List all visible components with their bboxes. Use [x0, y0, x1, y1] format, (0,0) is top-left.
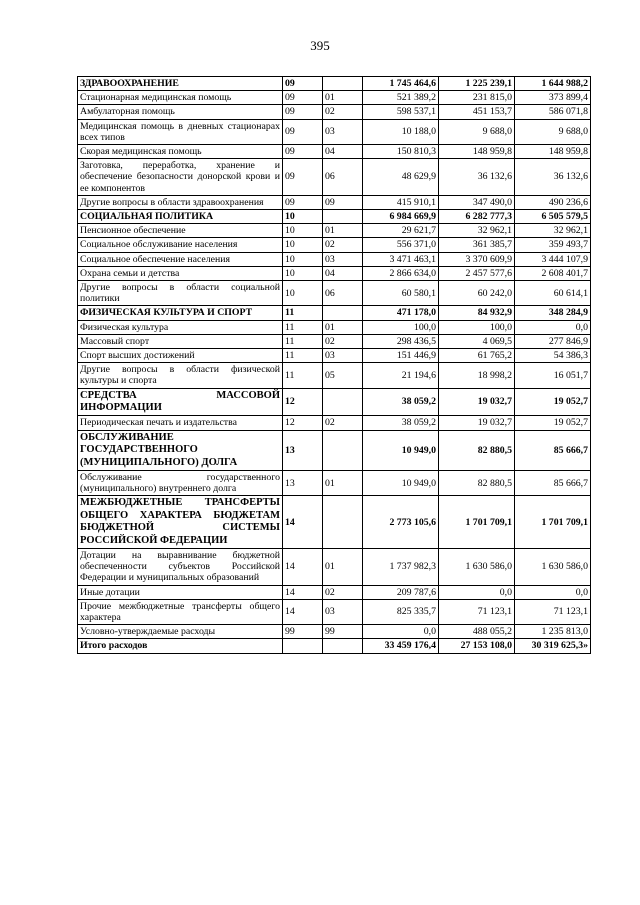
table-row	[78, 625, 591, 639]
subsection-code: 01	[323, 91, 363, 105]
section-code: 09	[283, 195, 323, 209]
section-code: 10	[283, 224, 323, 238]
amount-year-1: 1 745 464,6	[363, 77, 439, 91]
section-code: 14	[283, 585, 323, 599]
table-row	[78, 470, 591, 495]
amount-year-3: 586 071,8	[515, 105, 591, 119]
page-number: 395	[310, 38, 330, 53]
amount-year-2: 61 765,2	[439, 349, 515, 363]
subsection-code: 02	[323, 105, 363, 119]
amount-year-3: 85 666,7	[515, 470, 591, 495]
subsection-code: 04	[323, 145, 363, 159]
row-name: Медицинская помощь в дневных стационарах всех типов	[78, 119, 283, 144]
section-code: 12	[283, 388, 323, 416]
section-code: 09	[283, 145, 323, 159]
amount-year-2: 3 370 609,9	[439, 252, 515, 266]
subsection-code: 02	[323, 238, 363, 252]
amount-year-3: 19 052,7	[515, 388, 591, 416]
row-name: Заготовка, переработка, хранение и обеспечение безопасности донорской крови и ее компонентов	[78, 159, 283, 196]
table-row	[78, 238, 591, 252]
amount-year-2: 4 069,5	[439, 334, 515, 348]
amount-year-3: 1 630 586,0	[515, 548, 591, 585]
section-code: 10	[283, 281, 323, 306]
table-row	[78, 548, 591, 585]
amount-year-1: 2 866 634,0	[363, 266, 439, 280]
table-row	[78, 363, 591, 388]
amount-year-2: 9 688,0	[439, 119, 515, 144]
amount-year-1: 60 580,1	[363, 281, 439, 306]
amount-year-1: 151 446,9	[363, 349, 439, 363]
amount-year-1: 521 389,2	[363, 91, 439, 105]
amount-year-1: 0,0	[363, 625, 439, 639]
amount-year-1: 29 621,7	[363, 224, 439, 238]
subsection-code: 02	[323, 416, 363, 430]
section-code: 09	[283, 119, 323, 144]
amount-year-2: 18 998,2	[439, 363, 515, 388]
amount-year-3: 16 051,7	[515, 363, 591, 388]
subsection-code: 01	[323, 548, 363, 585]
amount-year-2: 27 153 108,0	[439, 639, 515, 653]
amount-year-1: 10 188,0	[363, 119, 439, 144]
amount-year-2: 1 225 239,1	[439, 77, 515, 91]
section-total-row	[78, 430, 591, 470]
subsection-code: 99	[323, 625, 363, 639]
section-code: 13	[283, 470, 323, 495]
section-code: 14	[283, 599, 323, 624]
amount-year-1: 2 773 105,6	[363, 496, 439, 549]
table-row	[78, 349, 591, 363]
subsection-code	[323, 430, 363, 470]
table-row	[78, 334, 591, 348]
section-code: 09	[283, 105, 323, 119]
budget-table	[77, 76, 591, 654]
subsection-code: 03	[323, 252, 363, 266]
amount-year-1: 415 910,1	[363, 195, 439, 209]
amount-year-3: 60 614,1	[515, 281, 591, 306]
amount-year-1: 556 371,0	[363, 238, 439, 252]
row-name: ОБСЛУЖИВАНИЕ ГОСУДАРСТВЕННОГО (МУНИЦИПАЛЬНОГО) ДОЛГА	[78, 430, 283, 470]
amount-year-2: 231 815,0	[439, 91, 515, 105]
section-code: 12	[283, 416, 323, 430]
section-code: 99	[283, 625, 323, 639]
table-row	[78, 281, 591, 306]
row-name: Итого расходов	[78, 639, 283, 653]
row-name: ФИЗИЧЕСКАЯ КУЛЬТУРА И СПОРТ	[78, 306, 283, 320]
amount-year-2: 2 457 577,6	[439, 266, 515, 280]
section-code: 14	[283, 548, 323, 585]
section-total-row	[78, 77, 591, 91]
row-name: Пенсионное обеспечение	[78, 224, 283, 238]
amount-year-3: 490 236,6	[515, 195, 591, 209]
row-name: Социальное обслуживание населения	[78, 238, 283, 252]
amount-year-2: 82 880,5	[439, 430, 515, 470]
section-code: 11	[283, 334, 323, 348]
section-code: 10	[283, 266, 323, 280]
table-row	[78, 599, 591, 624]
row-name: Физическая культура	[78, 320, 283, 334]
amount-year-2: 1 630 586,0	[439, 548, 515, 585]
amount-year-1: 150 810,3	[363, 145, 439, 159]
row-name: СОЦИАЛЬНАЯ ПОЛИТИКА	[78, 210, 283, 224]
subsection-code	[323, 496, 363, 549]
amount-year-3: 348 284,9	[515, 306, 591, 320]
amount-year-2: 100,0	[439, 320, 515, 334]
section-code: 09	[283, 77, 323, 91]
section-code: 11	[283, 306, 323, 320]
row-name: Другие вопросы в области здравоохранения	[78, 195, 283, 209]
row-name: ЗДРАВООХРАНЕНИЕ	[78, 77, 283, 91]
subsection-code	[323, 306, 363, 320]
section-total-row	[78, 210, 591, 224]
amount-year-3: 9 688,0	[515, 119, 591, 144]
amount-year-3: 277 846,9	[515, 334, 591, 348]
amount-year-2: 60 242,0	[439, 281, 515, 306]
subsection-code: 06	[323, 281, 363, 306]
section-code: 11	[283, 349, 323, 363]
amount-year-2: 19 032,7	[439, 416, 515, 430]
row-name: Скорая медицинская помощь	[78, 145, 283, 159]
amount-year-3: 36 132,6	[515, 159, 591, 196]
amount-year-3: 1 701 709,1	[515, 496, 591, 549]
amount-year-2: 488 055,2	[439, 625, 515, 639]
section-total-row	[78, 639, 591, 653]
amount-year-3: 54 386,3	[515, 349, 591, 363]
amount-year-2: 84 932,9	[439, 306, 515, 320]
subsection-code: 06	[323, 159, 363, 196]
amount-year-1: 298 436,5	[363, 334, 439, 348]
section-total-row	[78, 306, 591, 320]
amount-year-3: 0,0	[515, 585, 591, 599]
table-row	[78, 224, 591, 238]
subsection-code: 03	[323, 599, 363, 624]
amount-year-1: 598 537,1	[363, 105, 439, 119]
amount-year-1: 825 335,7	[363, 599, 439, 624]
amount-year-2: 361 385,7	[439, 238, 515, 252]
amount-year-2: 32 962,1	[439, 224, 515, 238]
row-name: Иные дотации	[78, 585, 283, 599]
amount-year-1: 6 984 669,9	[363, 210, 439, 224]
row-name: Массовый спорт	[78, 334, 283, 348]
row-name: Другие вопросы в области физической культуры и спорта	[78, 363, 283, 388]
amount-year-3: 359 493,7	[515, 238, 591, 252]
amount-year-1: 48 629,9	[363, 159, 439, 196]
subsection-code: 01	[323, 470, 363, 495]
section-code: 10	[283, 238, 323, 252]
amount-year-1: 10 949,0	[363, 470, 439, 495]
amount-year-3: 71 123,1	[515, 599, 591, 624]
row-name: Дотации на выравнивание бюджетной обеспеченности субъектов Российской Федерации и муниципальных образований	[78, 548, 283, 585]
row-name: СРЕДСТВА МАССОВОЙ ИНФОРМАЦИИ	[78, 388, 283, 416]
subsection-code	[323, 210, 363, 224]
section-code: 10	[283, 252, 323, 266]
section-code: 09	[283, 91, 323, 105]
amount-year-3: 6 505 579,5	[515, 210, 591, 224]
subsection-code: 03	[323, 119, 363, 144]
section-code: 11	[283, 320, 323, 334]
table-row	[78, 91, 591, 105]
subsection-code: 01	[323, 224, 363, 238]
amount-year-2: 451 153,7	[439, 105, 515, 119]
row-name: Социальное обеспечение населения	[78, 252, 283, 266]
section-code: 13	[283, 430, 323, 470]
amount-year-2: 36 132,6	[439, 159, 515, 196]
amount-year-2: 71 123,1	[439, 599, 515, 624]
table-row	[78, 119, 591, 144]
section-code: 14	[283, 496, 323, 549]
subsection-code	[323, 77, 363, 91]
section-code: 09	[283, 159, 323, 196]
subsection-code: 04	[323, 266, 363, 280]
amount-year-2: 82 880,5	[439, 470, 515, 495]
subsection-code: 02	[323, 334, 363, 348]
table-row	[78, 252, 591, 266]
amount-year-3: 1 644 988,2	[515, 77, 591, 91]
amount-year-1: 38 059,2	[363, 416, 439, 430]
amount-year-2: 6 282 777,3	[439, 210, 515, 224]
amount-year-3: 32 962,1	[515, 224, 591, 238]
row-name: МЕЖБЮДЖЕТНЫЕ ТРАНСФЕРТЫ ОБЩЕГО ХАРАКТЕРА БЮДЖЕТАМ БЮДЖЕТНОЙ СИСТЕМЫ РОССИЙСКОЙ ФЕДЕРАЦИИ	[78, 496, 283, 549]
section-total-row	[78, 496, 591, 549]
section-code	[283, 639, 323, 653]
table-row	[78, 195, 591, 209]
table-row	[78, 159, 591, 196]
amount-year-1: 3 471 463,1	[363, 252, 439, 266]
subsection-code: 05	[323, 363, 363, 388]
amount-year-1: 1 737 982,3	[363, 548, 439, 585]
table-row	[78, 416, 591, 430]
subsection-code	[323, 388, 363, 416]
amount-year-3: 373 899,4	[515, 91, 591, 105]
row-name: Охрана семьи и детства	[78, 266, 283, 280]
amount-year-1: 10 949,0	[363, 430, 439, 470]
table-row	[78, 145, 591, 159]
amount-year-3: 85 666,7	[515, 430, 591, 470]
table-row	[78, 320, 591, 334]
row-name: Прочие межбюджетные трансферты общего характера	[78, 599, 283, 624]
amount-year-3: 3 444 107,9	[515, 252, 591, 266]
amount-year-2: 347 490,0	[439, 195, 515, 209]
amount-year-3: 0,0	[515, 320, 591, 334]
amount-year-1: 38 059,2	[363, 388, 439, 416]
amount-year-1: 21 194,6	[363, 363, 439, 388]
amount-year-3: 148 959,8	[515, 145, 591, 159]
subsection-code: 03	[323, 349, 363, 363]
row-name: Обслуживание государственного (муниципального) внутреннего долга	[78, 470, 283, 495]
row-name: Условно-утверждаемые расходы	[78, 625, 283, 639]
table-row	[78, 266, 591, 280]
table-row	[78, 585, 591, 599]
table-row	[78, 105, 591, 119]
amount-year-1: 100,0	[363, 320, 439, 334]
row-name: Другие вопросы в области социальной политики	[78, 281, 283, 306]
amount-year-1: 33 459 176,4	[363, 639, 439, 653]
amount-year-2: 148 959,8	[439, 145, 515, 159]
subsection-code	[323, 639, 363, 653]
amount-year-3: 19 052,7	[515, 416, 591, 430]
amount-year-3: 30 319 625,3»	[515, 639, 591, 653]
row-name: Спорт высших достижений	[78, 349, 283, 363]
subsection-code: 09	[323, 195, 363, 209]
amount-year-2: 19 032,7	[439, 388, 515, 416]
subsection-code: 01	[323, 320, 363, 334]
amount-year-3: 2 608 401,7	[515, 266, 591, 280]
row-name: Стационарная медицинская помощь	[78, 91, 283, 105]
amount-year-2: 0,0	[439, 585, 515, 599]
amount-year-1: 471 178,0	[363, 306, 439, 320]
section-total-row	[78, 388, 591, 416]
amount-year-2: 1 701 709,1	[439, 496, 515, 549]
row-name: Амбулаторная помощь	[78, 105, 283, 119]
section-code: 10	[283, 210, 323, 224]
amount-year-3: 1 235 813,0	[515, 625, 591, 639]
section-code: 11	[283, 363, 323, 388]
row-name: Периодическая печать и издательства	[78, 416, 283, 430]
subsection-code: 02	[323, 585, 363, 599]
amount-year-1: 209 787,6	[363, 585, 439, 599]
